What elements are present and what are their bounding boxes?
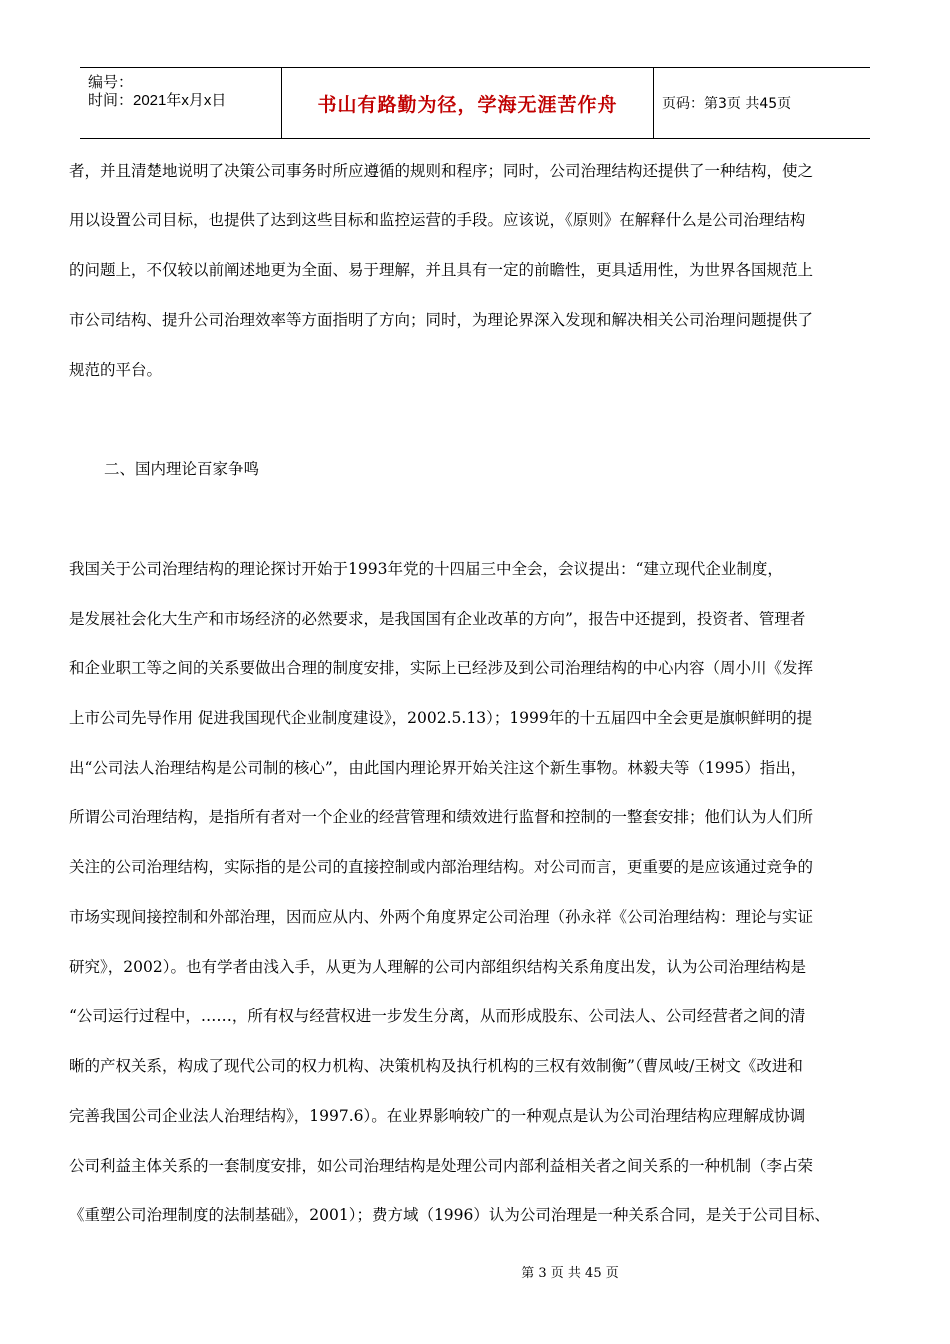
- paragraph-line: 研究》，2002）。也有学者由浅入手，从更为人理解的公司内部组织结构关系角度出发，认为公司治理结构是: [69, 958, 806, 976]
- header-motto: 书山有路勤为径，学海无涯苦作舟: [317, 93, 618, 116]
- paragraph-line: 公司利益主体关系的一套制度安排，如公司治理结构是处理公司内部利益相关者之间关系的一种机制（李占荣: [69, 1157, 814, 1175]
- header-page-info: 页码：第3页 共45页: [662, 96, 792, 112]
- document-date-label: 时间：2021年x月x日: [88, 92, 227, 109]
- paragraph-line: 规范的平台。: [69, 361, 163, 379]
- paragraph-line: 和企业职工等之间的关系要做出合理的制度安排，实际上已经涉及到公司治理结构的中心内容（周小川《发挥: [69, 659, 814, 677]
- paragraph-line: 晰的产权关系，构成了现代公司的权力机构、决策机构及执行机构的三权有效制衡”（曹凤岐/王树文《改进和: [69, 1057, 803, 1075]
- paragraph-line: 是发展社会化大生产和市场经济的必然要求，是我国国有企业改革的方向”，报告中还提到，投资者、管理者: [69, 610, 806, 628]
- page-footer: 第 3 页 共 45 页: [521, 1266, 619, 1281]
- header-page-cell: [654, 68, 870, 138]
- paragraph-line: “公司运行过程中，……，所有权与经营权进一步发生分离，从而形成股东、公司法人、公司经营者之间的清: [69, 1007, 806, 1025]
- document-number-label: 编号：: [88, 74, 134, 91]
- paragraph-line: 关注的公司治理结构，实际指的是公司的直接控制或内部治理结构。对公司而言，更重要的是应该通过竞争的: [69, 858, 814, 876]
- paragraph-line: 我国关于公司治理结构的理论探讨开始于1993年党的十四届三中全会，会议提出：“建立现代企业制度，: [69, 560, 783, 578]
- paragraph-line: 完善我国公司企业法人治理结构》，1997.6）。在业界影响较广的一种观点是认为公司治理结构应理解成协调: [69, 1107, 806, 1125]
- paragraph-line: 的问题上，不仅较以前阐述地更为全面、易于理解，并且具有一定的前瞻性，更具适用性，为世界各国规范上: [69, 261, 814, 279]
- document-header: [80, 67, 870, 139]
- paragraph-line: 上市公司先导作用 促进我国现代企业制度建设》，2002.5.13）；1999年的十五届四中全会更是旗帜鲜明的提: [69, 709, 813, 727]
- paragraph-line: 市场实现间接控制和外部治理，因而应从内、外两个角度界定公司治理（孙永祥《公司治理结构：理论与实证: [69, 908, 814, 926]
- paragraph-line: 市公司结构、提升公司治理效率等方面指明了方向；同时，为理论界深入发现和解决相关公司治理问题提供了: [69, 311, 814, 329]
- paragraph-line: 出“公司法人治理结构是公司制的核心”，由此国内理论界开始关注这个新生事物。林毅夫等（1995）指出，: [69, 759, 807, 777]
- header-motto-cell: [281, 68, 654, 138]
- paragraph-line: 《重塑公司治理制度的法制基础》，2001）；费方域（1996）认为公司治理是一种关系合同，是关于公司目标、: [69, 1206, 830, 1224]
- paragraph-line: 所谓公司治理结构，是指所有者对一个企业的经营管理和绩效进行监督和控制的一整套安排；他们认为人们所: [69, 808, 814, 826]
- paragraph-line: 者，并且清楚地说明了决策公司事务时所应遵循的规则和程序；同时，公司治理结构还提供了一种结构，使之: [69, 162, 814, 180]
- header-meta-cell: [80, 68, 280, 138]
- paragraph-line: 用以设置公司目标，也提供了达到这些目标和监控运营的手段。应该说，《原则》在解释什么是公司治理结构: [69, 211, 806, 229]
- section-heading: 二、国内理论百家争鸣: [104, 460, 260, 478]
